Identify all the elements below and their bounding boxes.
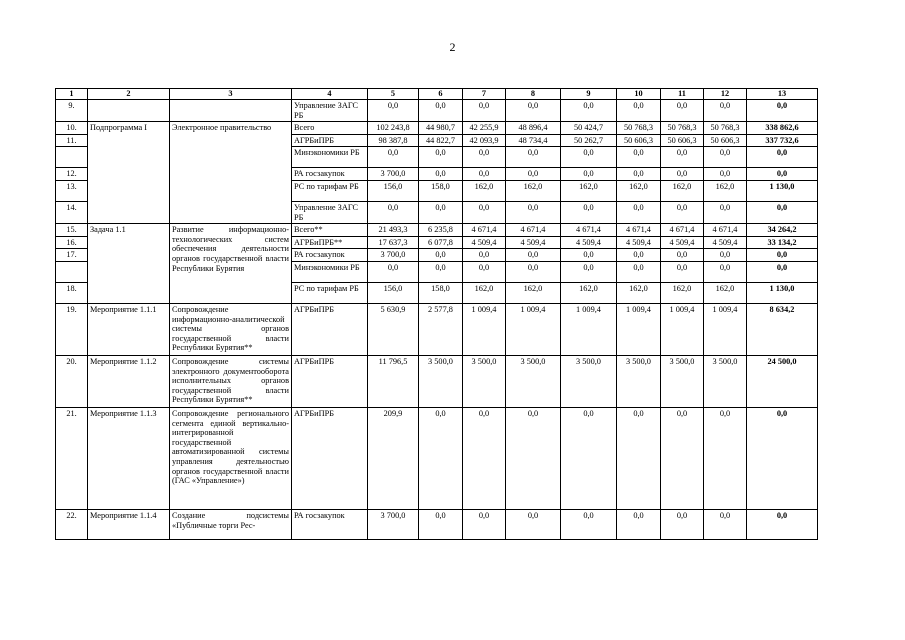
program-name: Мероприятие 1.1.1 xyxy=(88,303,170,355)
row-number: 15. xyxy=(56,224,88,237)
value-cell: 0,0 xyxy=(661,100,704,122)
table-row xyxy=(56,224,818,237)
value-cell: 162,0 xyxy=(704,282,747,303)
table-row xyxy=(56,509,818,539)
value-cell: 0,0 xyxy=(617,100,661,122)
funding-source: Управление ЗАГС РБ xyxy=(292,201,368,223)
funding-source: РС по тарифам РБ xyxy=(292,282,368,303)
row-number: 18. xyxy=(56,282,88,303)
value-cell: 48 734,4 xyxy=(506,134,561,147)
value-cell: 3 500,0 xyxy=(704,355,747,407)
value-cell: 4 509,4 xyxy=(506,236,561,249)
funding-source: АГРБиПРБ xyxy=(292,303,368,355)
value-cell: 0,0 xyxy=(506,100,561,122)
total-cell: 34 264,2 xyxy=(747,224,818,237)
value-cell: 6 077,8 xyxy=(419,236,463,249)
program-name: Мероприятие 1.1.4 xyxy=(88,509,170,539)
value-cell: 0,0 xyxy=(561,407,617,509)
value-cell: 0,0 xyxy=(561,201,617,223)
row-number: 17. xyxy=(56,249,88,262)
value-cell: 3 500,0 xyxy=(463,355,506,407)
value-cell: 98 387,8 xyxy=(368,134,419,147)
value-cell: 162,0 xyxy=(561,180,617,201)
header-cell: 4 xyxy=(292,89,368,100)
funding-source: РС по тарифам РБ xyxy=(292,180,368,201)
value-cell: 0,0 xyxy=(661,261,704,282)
value-cell: 0,0 xyxy=(617,249,661,262)
row-number: 10. xyxy=(56,122,88,135)
value-cell: 0,0 xyxy=(561,249,617,262)
value-cell: 0,0 xyxy=(617,407,661,509)
funding-source: РА госзакупок xyxy=(292,168,368,181)
header-cell: 1 xyxy=(56,89,88,100)
value-cell: 4 671,4 xyxy=(617,224,661,237)
value-cell: 44 822,7 xyxy=(419,134,463,147)
value-cell: 0,0 xyxy=(368,147,419,168)
total-cell: 8 634,2 xyxy=(747,303,818,355)
value-cell: 0,0 xyxy=(506,147,561,168)
value-cell: 158,0 xyxy=(419,180,463,201)
program-description: Сопровождение системы электронного документооборота исполнительных органов государственной власти Республики Бурятия** xyxy=(170,355,292,407)
value-cell: 0,0 xyxy=(419,261,463,282)
value-cell: 156,0 xyxy=(368,180,419,201)
header-cell: 6 xyxy=(419,89,463,100)
value-cell: 4 509,4 xyxy=(704,236,747,249)
total-cell: 33 134,2 xyxy=(747,236,818,249)
value-cell: 0,0 xyxy=(704,249,747,262)
value-cell: 0,0 xyxy=(704,201,747,223)
row-number: 13. xyxy=(56,180,88,201)
total-cell: 0,0 xyxy=(747,407,818,509)
row-number: 21. xyxy=(56,407,88,509)
value-cell: 0,0 xyxy=(419,147,463,168)
value-cell: 3 500,0 xyxy=(419,355,463,407)
program-description: Сопровождение информационно-аналитической системы органов государственной власти Республики Бурятия** xyxy=(170,303,292,355)
value-cell: 4 509,4 xyxy=(561,236,617,249)
value-cell: 0,0 xyxy=(368,201,419,223)
value-cell: 0,0 xyxy=(617,261,661,282)
program-name: Мероприятие 1.1.2 xyxy=(88,355,170,407)
value-cell: 21 493,3 xyxy=(368,224,419,237)
value-cell: 0,0 xyxy=(419,201,463,223)
header-cell: 2 xyxy=(88,89,170,100)
header-cell: 12 xyxy=(704,89,747,100)
value-cell: 0,0 xyxy=(661,201,704,223)
page-number: 2 xyxy=(449,40,456,54)
header-cell: 11 xyxy=(661,89,704,100)
value-cell: 0,0 xyxy=(419,509,463,539)
row-number: 19. xyxy=(56,303,88,355)
total-cell: 337 732,6 xyxy=(747,134,818,147)
value-cell: 0,0 xyxy=(561,509,617,539)
value-cell: 0,0 xyxy=(661,509,704,539)
value-cell: 0,0 xyxy=(506,261,561,282)
table-row xyxy=(56,407,818,509)
value-cell: 0,0 xyxy=(704,168,747,181)
value-cell: 0,0 xyxy=(561,168,617,181)
funding-source: АГРБиПРБ** xyxy=(292,236,368,249)
value-cell: 0,0 xyxy=(419,249,463,262)
value-cell: 1 009,4 xyxy=(704,303,747,355)
row-number: 20. xyxy=(56,355,88,407)
value-cell: 0,0 xyxy=(704,147,747,168)
value-cell: 3 700,0 xyxy=(368,249,419,262)
program-description: Электронное правительство xyxy=(170,122,292,224)
value-cell: 158,0 xyxy=(419,282,463,303)
value-cell: 0,0 xyxy=(463,509,506,539)
value-cell: 4 509,4 xyxy=(661,236,704,249)
value-cell: 0,0 xyxy=(704,100,747,122)
value-cell: 0,0 xyxy=(463,100,506,122)
total-cell: 1 130,0 xyxy=(747,180,818,201)
value-cell: 1 009,4 xyxy=(506,303,561,355)
value-cell: 0,0 xyxy=(506,201,561,223)
header-row xyxy=(56,89,818,100)
value-cell: 0,0 xyxy=(419,100,463,122)
value-cell: 1 009,4 xyxy=(661,303,704,355)
value-cell: 3 700,0 xyxy=(368,168,419,181)
value-cell: 0,0 xyxy=(463,407,506,509)
funding-source: АГРБиПРБ xyxy=(292,355,368,407)
value-cell: 0,0 xyxy=(617,147,661,168)
value-cell: 50 768,3 xyxy=(617,122,661,135)
value-cell: 4 671,4 xyxy=(561,224,617,237)
value-cell: 0,0 xyxy=(463,261,506,282)
value-cell: 0,0 xyxy=(561,147,617,168)
header-cell: 5 xyxy=(368,89,419,100)
header-cell: 7 xyxy=(463,89,506,100)
total-cell: 0,0 xyxy=(747,100,818,122)
value-cell: 162,0 xyxy=(561,282,617,303)
value-cell: 0,0 xyxy=(617,509,661,539)
funding-source: Всего xyxy=(292,122,368,135)
value-cell: 50 606,3 xyxy=(617,134,661,147)
value-cell: 0,0 xyxy=(463,147,506,168)
value-cell: 0,0 xyxy=(661,407,704,509)
value-cell: 0,0 xyxy=(506,509,561,539)
row-number: 16. xyxy=(56,236,88,249)
value-cell: 4 671,4 xyxy=(506,224,561,237)
value-cell: 50 606,3 xyxy=(661,134,704,147)
table-row xyxy=(56,100,818,122)
program-description: Развитие информационно-технологических систем обеспечения деятельности органов государственной власти Республики Бурятия xyxy=(170,224,292,304)
value-cell: 0,0 xyxy=(368,100,419,122)
total-cell: 0,0 xyxy=(747,201,818,223)
total-cell: 338 862,6 xyxy=(747,122,818,135)
value-cell: 162,0 xyxy=(506,282,561,303)
program-description: Создание подсистемы «Публичные торги Рес- xyxy=(170,509,292,539)
program-description: Сопровождение регионального сегмента единой вертикально-интегрированной государственной автоматизированной системы управления деятельностью органов государственной власти (ГАС «Управление») xyxy=(170,407,292,509)
value-cell: 4 671,4 xyxy=(463,224,506,237)
value-cell: 1 009,4 xyxy=(463,303,506,355)
total-cell: 0,0 xyxy=(747,147,818,168)
table-row xyxy=(56,355,818,407)
value-cell: 0,0 xyxy=(463,249,506,262)
value-cell: 0,0 xyxy=(661,168,704,181)
value-cell: 0,0 xyxy=(368,261,419,282)
value-cell: 102 243,8 xyxy=(368,122,419,135)
value-cell: 209,9 xyxy=(368,407,419,509)
program-name: Подпрограмма I xyxy=(88,122,170,224)
row-number: 11. xyxy=(56,134,88,147)
value-cell: 0,0 xyxy=(561,100,617,122)
program-name xyxy=(88,100,170,122)
value-cell: 162,0 xyxy=(661,180,704,201)
total-cell: 24 500,0 xyxy=(747,355,818,407)
value-cell: 0,0 xyxy=(419,168,463,181)
value-cell: 6 235,8 xyxy=(419,224,463,237)
program-name: Мероприятие 1.1.3 xyxy=(88,407,170,509)
value-cell: 0,0 xyxy=(704,261,747,282)
funding-source: Всего** xyxy=(292,224,368,237)
funding-source: РА госзакупок xyxy=(292,509,368,539)
value-cell: 0,0 xyxy=(561,261,617,282)
value-cell: 50 768,3 xyxy=(661,122,704,135)
value-cell: 4 509,4 xyxy=(463,236,506,249)
value-cell: 3 500,0 xyxy=(506,355,561,407)
funding-source: РА госзакупок xyxy=(292,249,368,262)
table-row xyxy=(56,303,818,355)
row-number: 9. xyxy=(56,100,88,122)
value-cell: 0,0 xyxy=(661,147,704,168)
value-cell: 11 796,5 xyxy=(368,355,419,407)
value-cell: 0,0 xyxy=(506,168,561,181)
value-cell: 162,0 xyxy=(463,180,506,201)
value-cell: 2 577,8 xyxy=(419,303,463,355)
total-cell: 1 130,0 xyxy=(747,282,818,303)
header-cell: 8 xyxy=(506,89,561,100)
value-cell: 50 606,3 xyxy=(704,134,747,147)
funding-source: Минэкономики РБ xyxy=(292,261,368,282)
program-name: Задача 1.1 xyxy=(88,224,170,304)
funding-source: Управление ЗАГС РБ xyxy=(292,100,368,122)
value-cell: 4 671,4 xyxy=(661,224,704,237)
header-cell: 13 xyxy=(747,89,818,100)
row-number: 14. xyxy=(56,201,88,223)
row-number: 12. xyxy=(56,168,88,181)
total-cell: 0,0 xyxy=(747,509,818,539)
total-cell: 0,0 xyxy=(747,168,818,181)
funding-source: АГРБиПРБ xyxy=(292,134,368,147)
value-cell: 50 262,7 xyxy=(561,134,617,147)
program-description xyxy=(170,100,292,122)
value-cell: 17 637,3 xyxy=(368,236,419,249)
table-row xyxy=(56,122,818,135)
value-cell: 162,0 xyxy=(704,180,747,201)
header-cell: 9 xyxy=(561,89,617,100)
value-cell: 0,0 xyxy=(617,201,661,223)
value-cell: 162,0 xyxy=(463,282,506,303)
value-cell: 162,0 xyxy=(617,180,661,201)
value-cell: 0,0 xyxy=(617,168,661,181)
value-cell: 0,0 xyxy=(704,407,747,509)
value-cell: 4 671,4 xyxy=(704,224,747,237)
value-cell: 0,0 xyxy=(419,407,463,509)
value-cell: 156,0 xyxy=(368,282,419,303)
value-cell: 0,0 xyxy=(506,249,561,262)
value-cell: 44 980,7 xyxy=(419,122,463,135)
value-cell: 3 500,0 xyxy=(661,355,704,407)
value-cell: 0,0 xyxy=(661,249,704,262)
budget-table xyxy=(55,88,818,540)
value-cell: 48 896,4 xyxy=(506,122,561,135)
value-cell: 50 424,7 xyxy=(561,122,617,135)
value-cell: 42 093,9 xyxy=(463,134,506,147)
header-cell: 3 xyxy=(170,89,292,100)
total-cell: 0,0 xyxy=(747,261,818,282)
row-number xyxy=(56,147,88,168)
total-cell: 0,0 xyxy=(747,249,818,262)
value-cell: 42 255,9 xyxy=(463,122,506,135)
header-cell: 10 xyxy=(617,89,661,100)
value-cell: 0,0 xyxy=(506,407,561,509)
value-cell: 3 700,0 xyxy=(368,509,419,539)
funding-source: АГРБиПРБ xyxy=(292,407,368,509)
value-cell: 1 009,4 xyxy=(617,303,661,355)
value-cell: 3 500,0 xyxy=(617,355,661,407)
value-cell: 1 009,4 xyxy=(561,303,617,355)
value-cell: 0,0 xyxy=(463,201,506,223)
value-cell: 50 768,3 xyxy=(704,122,747,135)
value-cell: 5 630,9 xyxy=(368,303,419,355)
value-cell: 3 500,0 xyxy=(561,355,617,407)
value-cell: 0,0 xyxy=(463,168,506,181)
value-cell: 4 509,4 xyxy=(617,236,661,249)
value-cell: 162,0 xyxy=(661,282,704,303)
value-cell: 0,0 xyxy=(704,509,747,539)
funding-source: Минэкономики РБ xyxy=(292,147,368,168)
value-cell: 162,0 xyxy=(617,282,661,303)
value-cell: 162,0 xyxy=(506,180,561,201)
row-number xyxy=(56,261,88,282)
row-number: 22. xyxy=(56,509,88,539)
